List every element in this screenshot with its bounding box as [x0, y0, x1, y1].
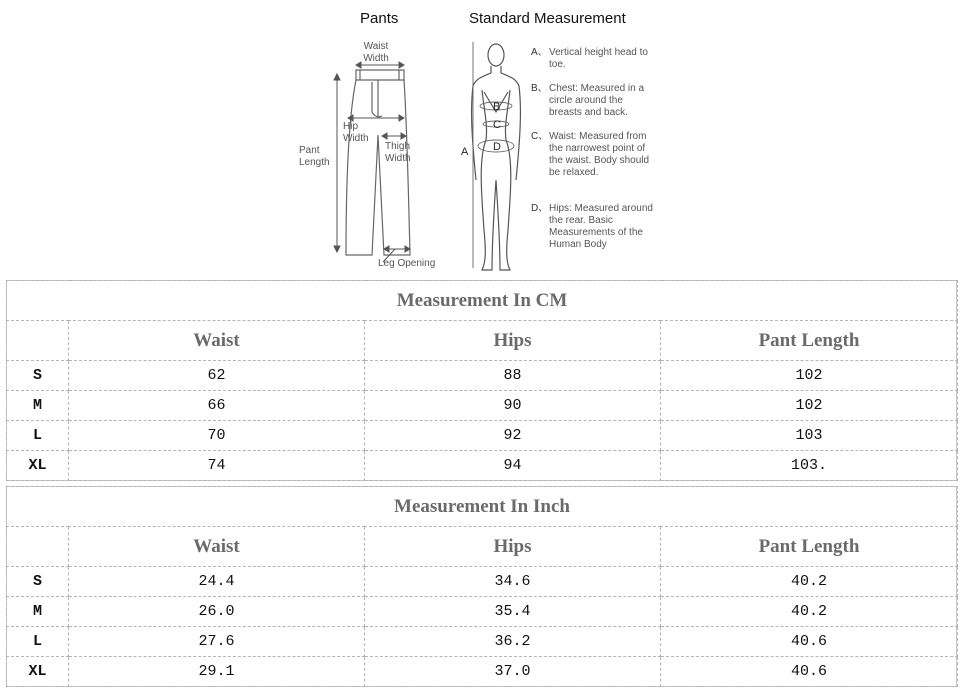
table-row	[7, 627, 958, 657]
waist-cell: 27.6	[69, 627, 365, 657]
table-row	[7, 421, 958, 451]
size-cell: M	[7, 597, 69, 627]
legend-item-b	[531, 83, 656, 119]
waist-cell: 26.0	[69, 597, 365, 627]
marker-b: B	[493, 101, 501, 113]
table-row	[7, 597, 958, 627]
waist-width-label: Waist Width	[363, 41, 389, 64]
hips-cell: 34.6	[365, 567, 661, 597]
hips-cell: 35.4	[365, 597, 661, 627]
standard-measurement-heading: Standard Measurement	[469, 10, 626, 27]
size-cell: M	[7, 391, 69, 421]
length-cell: 102	[661, 391, 958, 421]
size-illustration	[0, 0, 962, 278]
waist-cell: 74	[69, 451, 365, 481]
waist-cell: 62	[69, 361, 365, 391]
leg-opening-label: Leg Opening	[378, 258, 436, 269]
column-header-waist: Waist	[69, 321, 365, 361]
inch-table-title: Measurement In Inch	[7, 487, 958, 527]
pants-heading: Pants	[360, 10, 399, 27]
size-cell: XL	[7, 451, 69, 481]
legend-item-c	[531, 131, 656, 179]
hips-cell: 92	[365, 421, 661, 451]
column-header-waist: Waist	[69, 527, 365, 567]
hips-cell: 94	[365, 451, 661, 481]
column-header-hips: Hips	[365, 527, 661, 567]
length-cell: 40.6	[661, 627, 958, 657]
table-row	[7, 451, 958, 481]
legend-text: Hips: Measured around the rear. Basic Measurements of the Human Body	[549, 203, 653, 250]
legend-key: B、	[531, 83, 548, 94]
length-cell: 40.6	[661, 657, 958, 687]
legend-key: C、	[531, 131, 549, 142]
measurement-diagram	[0, 0, 962, 278]
size-cell: S	[7, 361, 69, 391]
hips-cell: 37.0	[365, 657, 661, 687]
length-cell: 102	[661, 361, 958, 391]
hips-cell: 88	[365, 361, 661, 391]
legend-item-a	[531, 47, 656, 71]
corner-cell	[7, 321, 69, 361]
marker-c: C	[493, 119, 501, 131]
length-cell: 103.	[661, 451, 958, 481]
inch-size-table	[6, 486, 958, 687]
size-cell: L	[7, 627, 69, 657]
column-header-pant-length: Pant Length	[661, 321, 958, 361]
corner-cell	[7, 527, 69, 567]
legend-text: Waist: Measured from the narrowest point of the waist. Body should be relaxed.	[549, 131, 650, 178]
marker-d: D	[493, 141, 501, 153]
hip-width-label: Hip Width	[343, 121, 369, 144]
pant-length-label: Pant Length	[299, 145, 330, 168]
legend-item-d	[531, 203, 656, 251]
column-header-hips: Hips	[365, 321, 661, 361]
waist-cell: 29.1	[69, 657, 365, 687]
table-row	[7, 361, 958, 391]
legend-text: Chest: Measured in a circle around the breasts and back.	[549, 83, 645, 118]
length-cell: 103	[661, 421, 958, 451]
column-header-pant-length: Pant Length	[661, 527, 958, 567]
waist-cell: 24.4	[69, 567, 365, 597]
legend-text: Vertical height head to toe.	[549, 47, 648, 70]
legend-key: D、	[531, 203, 549, 214]
table-row	[7, 391, 958, 421]
marker-a: A	[461, 146, 469, 158]
size-cell: S	[7, 567, 69, 597]
hips-cell: 90	[365, 391, 661, 421]
length-cell: 40.2	[661, 567, 958, 597]
legend-key: A、	[531, 47, 548, 58]
length-cell: 40.2	[661, 597, 958, 627]
cm-size-table	[6, 280, 958, 481]
waist-cell: 70	[69, 421, 365, 451]
body-figure	[472, 44, 521, 270]
cm-table-title: Measurement In CM	[7, 281, 958, 321]
hips-cell: 36.2	[365, 627, 661, 657]
size-cell: XL	[7, 657, 69, 687]
table-row	[7, 657, 958, 687]
table-row	[7, 567, 958, 597]
thigh-width-label: Thigh Width	[385, 141, 411, 164]
waist-cell: 66	[69, 391, 365, 421]
size-cell: L	[7, 421, 69, 451]
